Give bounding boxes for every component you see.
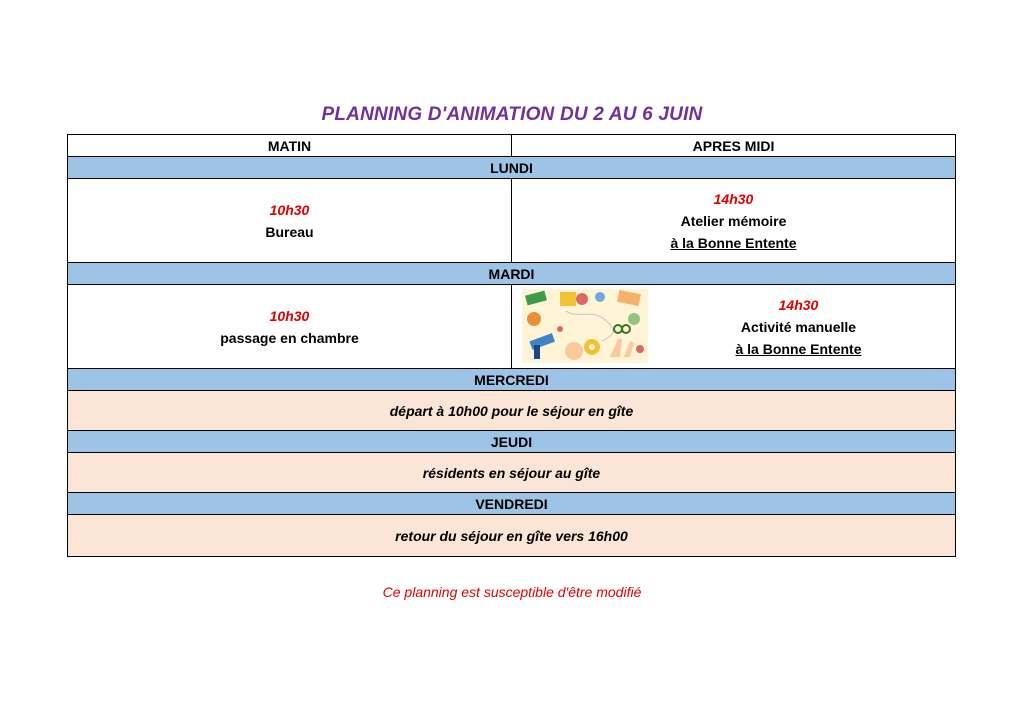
tuesday-afternoon-activity: Activité manuelle xyxy=(740,318,857,335)
monday-morning-cell xyxy=(68,179,512,263)
monday-morning-time: 10h30 xyxy=(269,201,310,218)
slot-row-tuesday xyxy=(68,285,956,369)
page-title: PLANNING D'ANIMATION DU 2 AU 6 JUIN xyxy=(321,104,703,125)
crafts-illustration-icon xyxy=(522,289,648,363)
friday-all-day: retour du séjour en gîte vers 16h00 xyxy=(68,515,956,557)
modification-note: Ce planning est susceptible d'être modifié xyxy=(382,584,642,600)
day-label-friday: VENDREDI xyxy=(68,493,956,515)
tuesday-morning-activity: passage en chambre xyxy=(220,329,359,346)
afternoon-header: APRES MIDI xyxy=(512,135,956,157)
full-day-row-friday xyxy=(68,515,956,557)
monday-afternoon-time: 14h30 xyxy=(713,190,754,207)
monday-afternoon-cell xyxy=(512,179,956,263)
monday-morning-activity: Bureau xyxy=(265,223,314,240)
monday-afternoon-activity: Atelier mémoire xyxy=(680,212,787,229)
tuesday-afternoon-place: à la Bonne Entente xyxy=(735,340,862,357)
slot-row-monday xyxy=(68,179,956,263)
day-row-tuesday xyxy=(68,263,956,285)
day-label-monday: LUNDI xyxy=(68,157,956,179)
thursday-all-day: résidents en séjour au gîte xyxy=(68,453,956,493)
full-day-row-wednesday xyxy=(68,391,956,431)
schedule-table xyxy=(67,134,956,557)
day-label-tuesday: MARDI xyxy=(68,263,956,285)
day-row-monday xyxy=(68,157,956,179)
day-row-wednesday xyxy=(68,369,956,391)
day-label-thursday: JEUDI xyxy=(68,431,956,453)
header-row xyxy=(68,135,956,157)
tuesday-afternoon-time: 14h30 xyxy=(778,296,819,313)
day-row-thursday xyxy=(68,431,956,453)
tuesday-morning-time: 10h30 xyxy=(269,307,310,324)
tuesday-afternoon-cell xyxy=(512,285,956,369)
morning-header: MATIN xyxy=(68,135,512,157)
day-label-wednesday: MERCREDI xyxy=(68,369,956,391)
full-day-row-thursday xyxy=(68,453,956,493)
tuesday-morning-cell xyxy=(68,285,512,369)
monday-afternoon-place: à la Bonne Entente xyxy=(670,234,797,251)
wednesday-all-day: départ à 10h00 pour le séjour en gîte xyxy=(68,391,956,431)
day-row-friday xyxy=(68,493,956,515)
